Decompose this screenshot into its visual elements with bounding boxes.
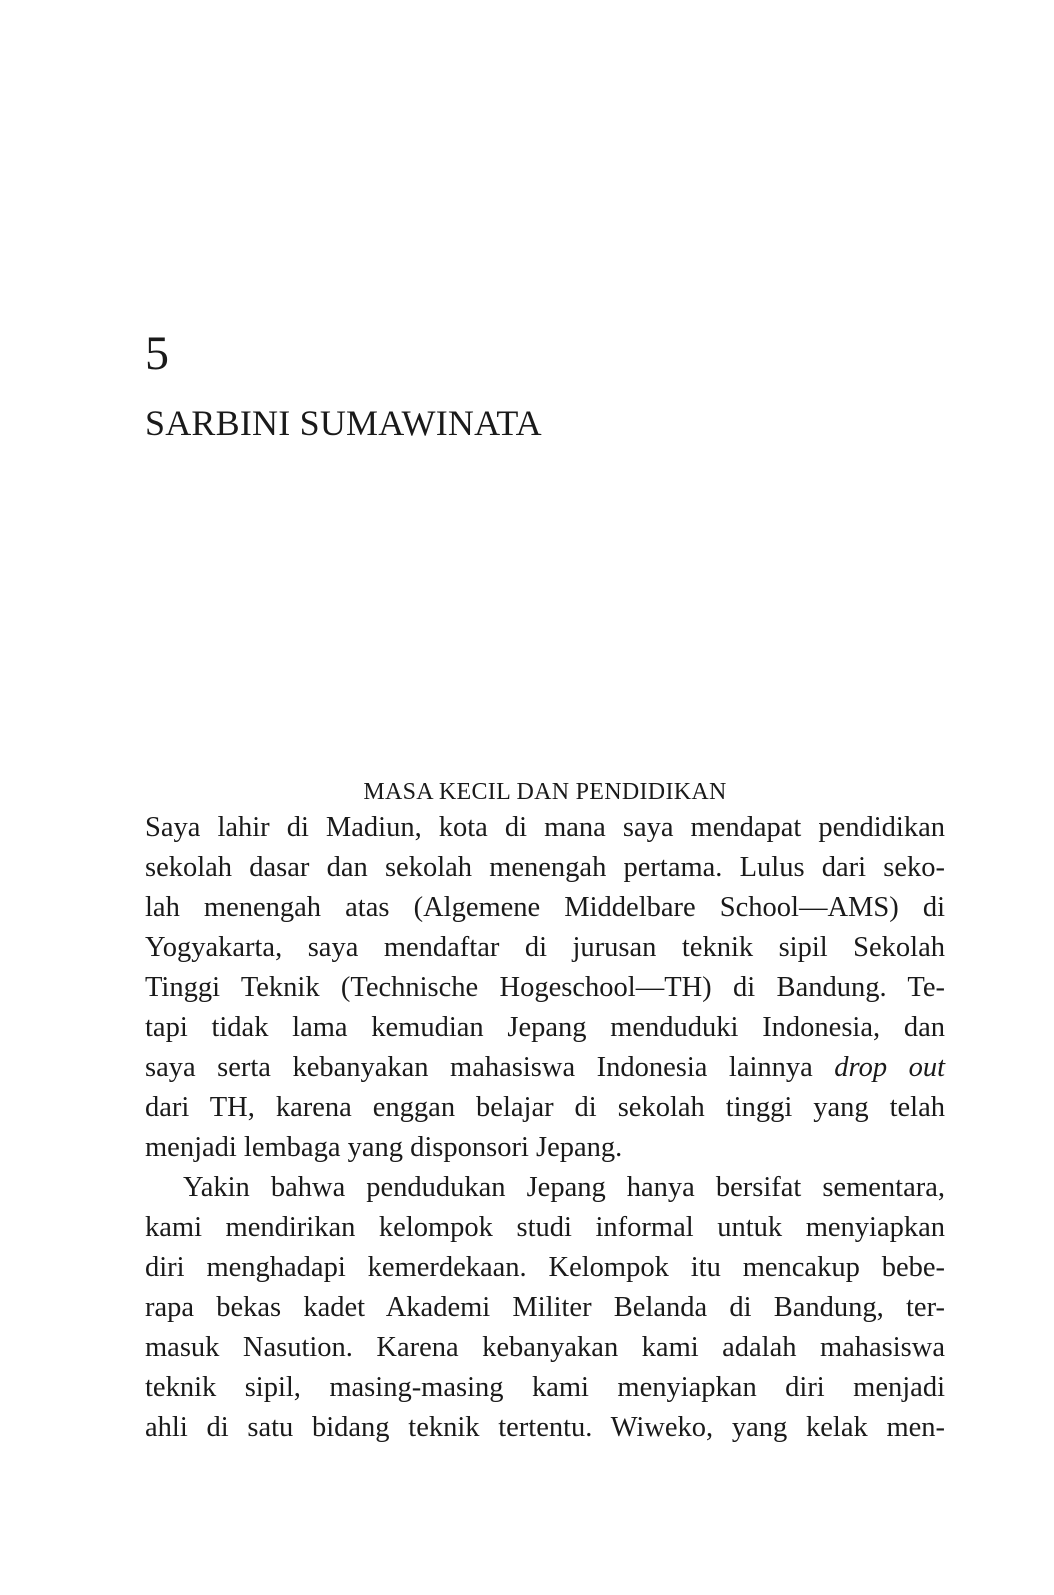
chapter-title: SARBINI SUMAWINATA (145, 403, 542, 443)
text-line: Saya lahir di Madiun, kota di mana saya mendapat pendidikan (145, 812, 945, 843)
text-line: menjadi lembaga yang disponsori Jepang. (145, 1132, 623, 1163)
chapter-number: 5 (145, 327, 169, 380)
text-line: dari TH, karena enggan belajar di sekolah tinggi yang telah (145, 1092, 945, 1123)
text-line: Tinggi Teknik (Technische Hogeschool—TH) di Bandung. Te- (145, 972, 945, 1003)
paragraph-2 (145, 1168, 945, 1448)
text-line: teknik sipil, masing-masing kami menyiapkan diri menjadi (145, 1372, 945, 1403)
text-line: Yogyakarta, saya mendaftar di jurusan teknik sipil Sekolah (145, 932, 945, 963)
text-line: masuk Nasution. Karena kebanyakan kami adalah mahasiswa (145, 1332, 945, 1363)
text-line: ahli di satu bidang teknik tertentu. Wiweko, yang kelak men- (145, 1412, 945, 1443)
text-line (145, 1048, 945, 1088)
text-line: lah menengah atas (Algemene Middelbare School—AMS) di (145, 892, 945, 923)
text-line: Yakin bahwa pendudukan Jepang hanya bersifat sementara, (183, 1172, 945, 1203)
paragraph-1 (145, 808, 945, 1168)
text-line: sekolah dasar dan sekolah menengah pertama. Lulus dari seko- (145, 852, 945, 883)
italic-term: drop out (834, 1052, 946, 1083)
text-line: kami mendirikan kelompok studi informal untuk menyiapkan (145, 1212, 945, 1243)
text-line: diri menghadapi kemerdekaan. Kelompok itu mencakup bebe- (145, 1252, 945, 1283)
text-line: tapi tidak lama kemudian Jepang menduduki Indonesia, dan (145, 1012, 945, 1043)
section-heading: MASA KECIL DAN PENDIDIKAN (363, 779, 727, 805)
text-line: rapa bekas kadet Akademi Militer Belanda di Bandung, ter- (145, 1292, 945, 1323)
body-text (145, 808, 945, 1448)
text-segment: saya serta kebanyakan mahasiswa Indonesia lainnya (145, 1052, 835, 1083)
